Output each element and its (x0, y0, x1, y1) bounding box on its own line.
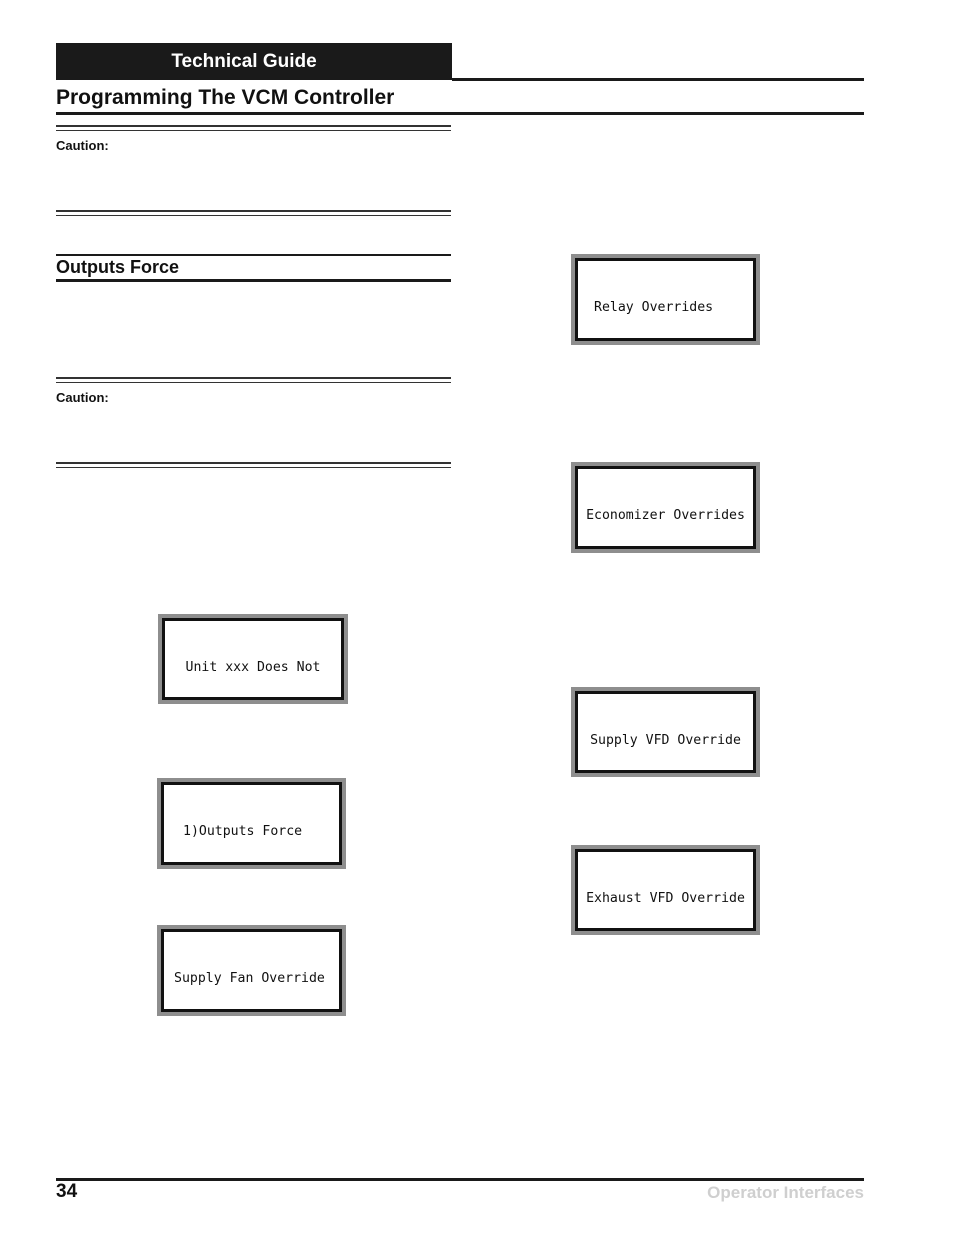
lcd-line: Supply Fan Override (174, 971, 325, 986)
section-bottom-rule (56, 279, 451, 282)
lcd-unit-not-supported (158, 614, 348, 704)
footer-section-label: Operator Interfaces (707, 1183, 864, 1202)
lcd-relay-overrides (571, 254, 760, 345)
caution-label: Caution: (56, 390, 109, 405)
section-top-rule (56, 254, 451, 256)
caution-bottom-rule (56, 462, 451, 468)
lcd-line: Supply VFD Override (590, 733, 741, 748)
lcd-line: 1)Outputs Force (183, 824, 303, 839)
lcd-line: Unit xxx Does Not (185, 660, 321, 675)
page-number: 34 (56, 1181, 78, 1202)
footer-rule (56, 1178, 864, 1181)
header-tab (56, 43, 452, 80)
title-rule (56, 112, 864, 115)
section-title: Outputs Force (56, 257, 180, 277)
caution-top-rule (56, 377, 451, 383)
caution-label: Caution: (56, 138, 109, 153)
lcd-exhaust-vfd-override (571, 845, 760, 935)
caution-bottom-rule (56, 210, 451, 216)
lcd-line: Relay Overrides (594, 300, 714, 315)
lcd-supply-fan-override (157, 925, 346, 1016)
header-tab-label: Technical Guide (171, 50, 317, 72)
lcd-line: Economizer Overrides (586, 508, 745, 523)
lcd-line: Exhaust VFD Override (586, 891, 745, 906)
lcd-economizer-overrides (571, 462, 760, 553)
header-rule (452, 78, 864, 81)
caution-top-rule (56, 125, 451, 131)
page-title: Programming The VCM Controller (56, 86, 395, 109)
lcd-supply-vfd-override (571, 687, 760, 777)
lcd-force-menu (157, 778, 346, 869)
